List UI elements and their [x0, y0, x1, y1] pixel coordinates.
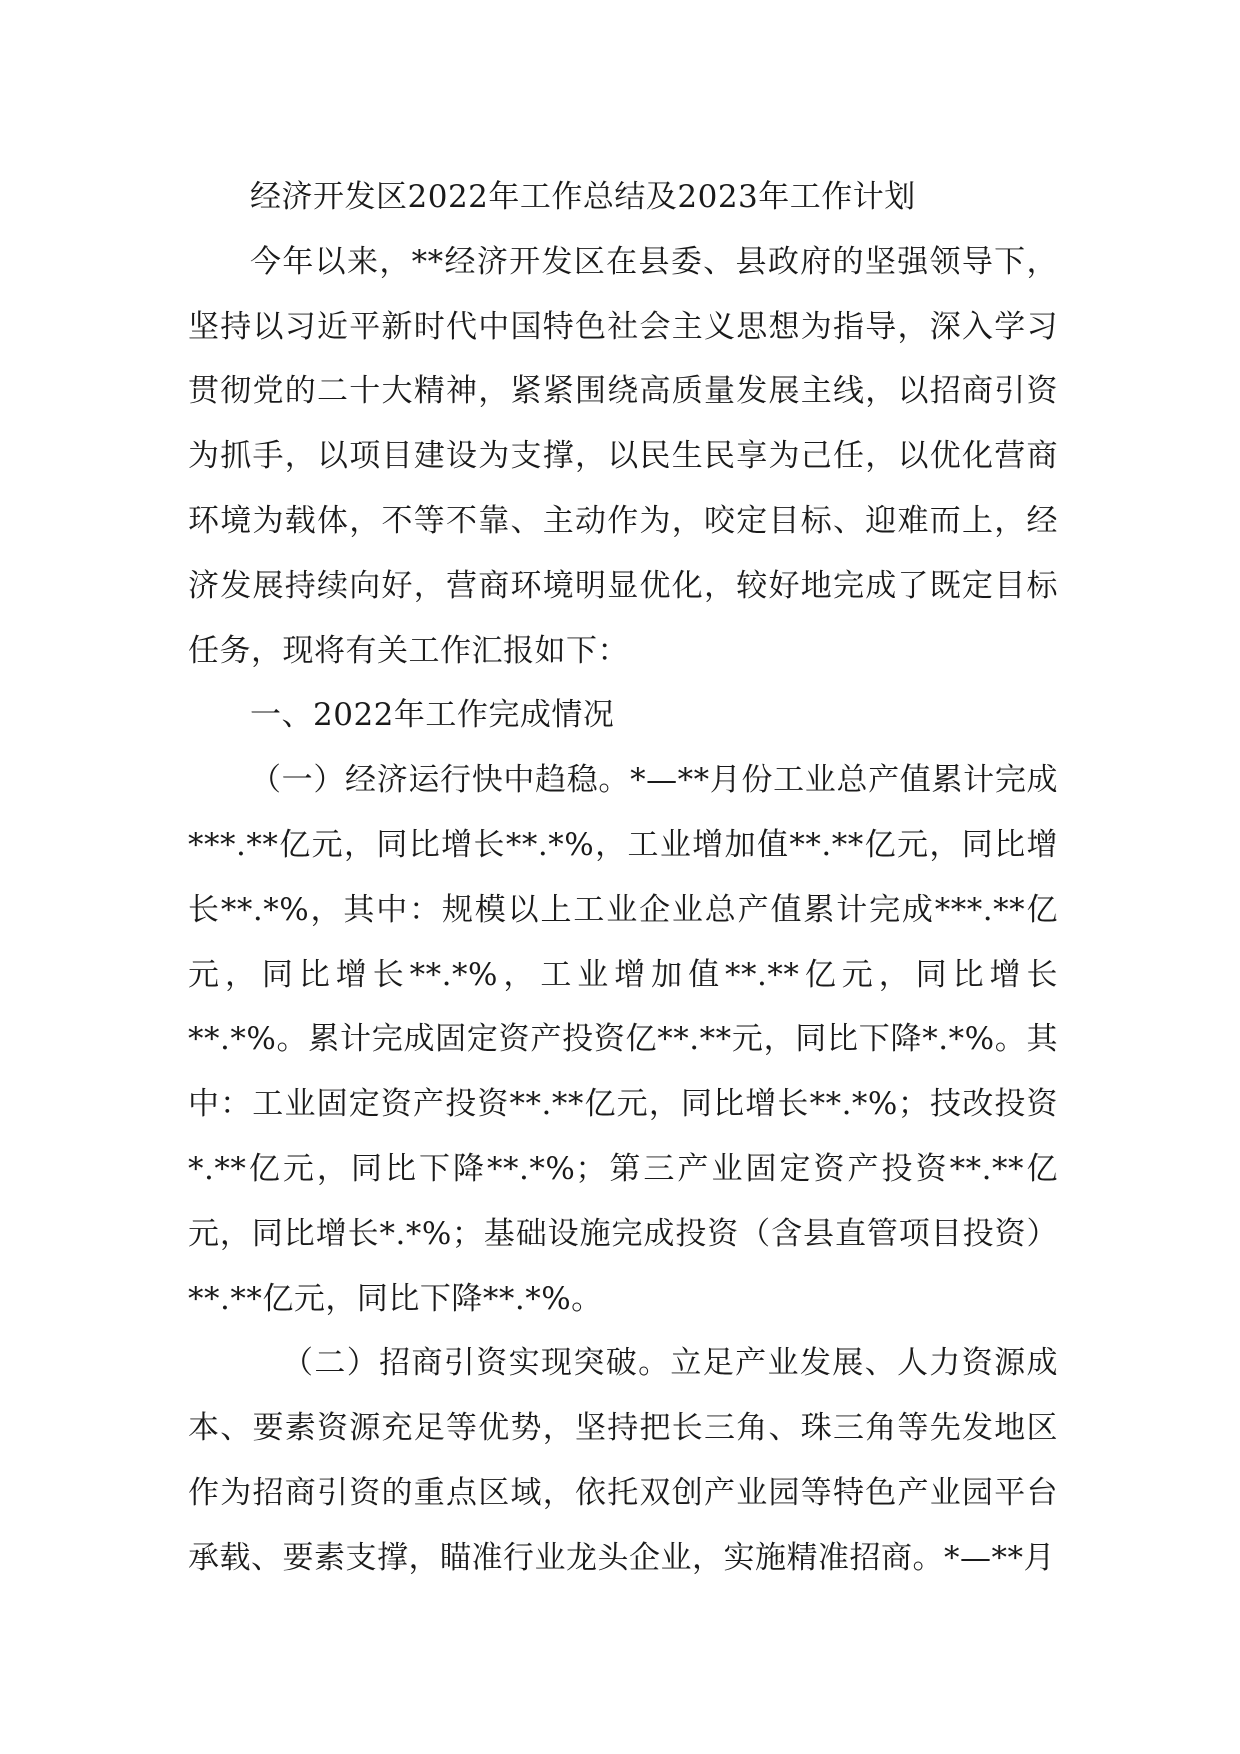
document-body [188, 165, 1058, 1591]
subsection-economy-paragraph: （一）经济运行快中趋稳。*—**月份工业总产值累计完成***.**亿元，同比增长**.*%，工业增加值**.**亿元，同比增长**.*%，其中：规模以上工业企业总产值累计完成***.**亿元，同比增长**.*%，工业增加值**.**亿元，同比增长**.*%。累计完成固定资产投资亿**.**元，同比下降*.*%。其中：工业固定资产投资**.**亿元，同比增长**.*%；技改投资*.**亿元，同比下降**.*%；第三产业固定资产投资**.**亿元，同比增长*.*%；基础设施完成投资（含县直管项目投资）**.**亿元，同比下降**.*%。 [188, 762, 1058, 1317]
document-title: 经济开发区2022年工作总结及2023年工作计划 [250, 179, 916, 215]
subsection-investment-paragraph: （二）招商引资实现突破。立足产业发展、人力资源成本、要素资源充足等优势，坚持把长三角、珠三角等先发地区作为招商引资的重点区域，依托双创产业园等特色产业园平台承载、要素支撑，瞄准行业龙头企业，实施精准招商。*—**月 [188, 1345, 1058, 1576]
section-heading: 一、2022年工作完成情况 [250, 697, 615, 734]
intro-paragraph: 今年以来，**经济开发区在县委、县政府的坚强领导下，坚持以习近平新时代中国特色社会主义思想为指导，深入学习贯彻党的二十大精神，紧紧围绕高质量发展主线，以招商引资为抓手，以项目建设为支撑，以民生民享为己任，以优化营商环境为载体，不等不靠、主动作为，咬定目标、迎难而上，经济发展持续向好，营商环境明显优化，较好地完成了既定目标任务，现将有关工作汇报如下： [188, 243, 1058, 669]
